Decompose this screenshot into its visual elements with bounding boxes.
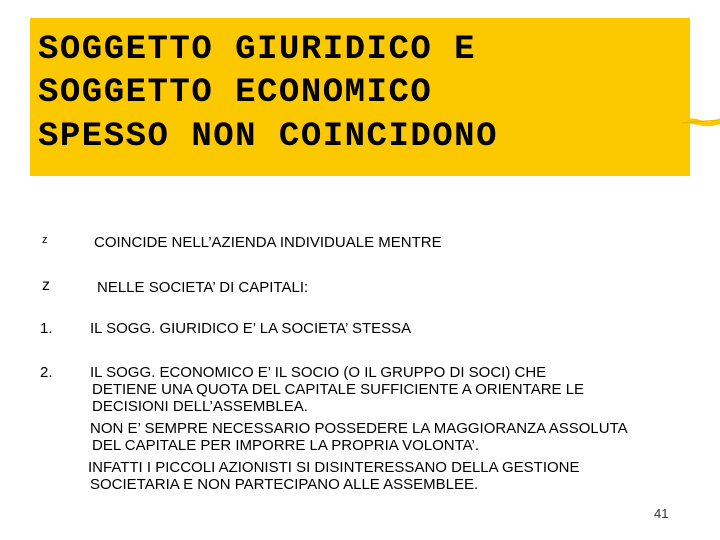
numbered-item-2-line-1: IL SOGG. ECONOMICO E’ IL SOCIO (O IL GRUPPO DI SOCI) CHE — [90, 364, 547, 381]
brush-stroke-decoration — [680, 112, 720, 132]
bullet-text-2: NELLE SOCIETA’ DI CAPITALI: — [97, 279, 309, 296]
slide-title-line-2: SOGGETTO ECONOMICO — [38, 74, 433, 112]
numbered-item-2-line-4: NON E’ SEMPRE NECESSARIO POSSEDERE LA MAGGIORANZA ASSOLUTA — [90, 420, 628, 437]
z-bullet-icon: ᴢ — [42, 234, 48, 246]
list-number-1: 1. — [40, 320, 53, 337]
numbered-item-2-line-7: SOCIETARIA E NON PARTECIPANO ALLE ASSEMBLEE. — [90, 476, 479, 493]
page-number: 41 — [654, 506, 669, 521]
bullet-text-1: COINCIDE NELL’AZIENDA INDIVIDUALE MENTRE — [94, 234, 442, 251]
numbered-item-2-line-6: INFATTI I PICCOLI AZIONISTI SI DISINTERESSANO DELLA GESTIONE — [88, 459, 580, 476]
z-bullet-icon: ᴢ — [42, 277, 50, 294]
list-number-2: 2. — [40, 364, 53, 381]
slide-title-line-3: SPESSO NON COINCIDONO — [38, 118, 498, 156]
numbered-item-2-line-5: DEL CAPITALE PER IMPORRE LA PROPRIA VOLONTA’. — [92, 437, 480, 454]
numbered-item-2-line-3: DECISIONI DELL’ASSEMBLEA. — [92, 398, 308, 415]
slide-title-line-1: SOGGETTO GIURIDICO E — [38, 31, 477, 69]
numbered-item-2-line-2: DETIENE UNA QUOTA DEL CAPITALE SUFFICIENTE A ORIENTARE LE — [92, 381, 585, 398]
numbered-item-1-line-1: IL SOGG. GIURIDICO E’ LA SOCIETA’ STESSA — [90, 320, 412, 337]
